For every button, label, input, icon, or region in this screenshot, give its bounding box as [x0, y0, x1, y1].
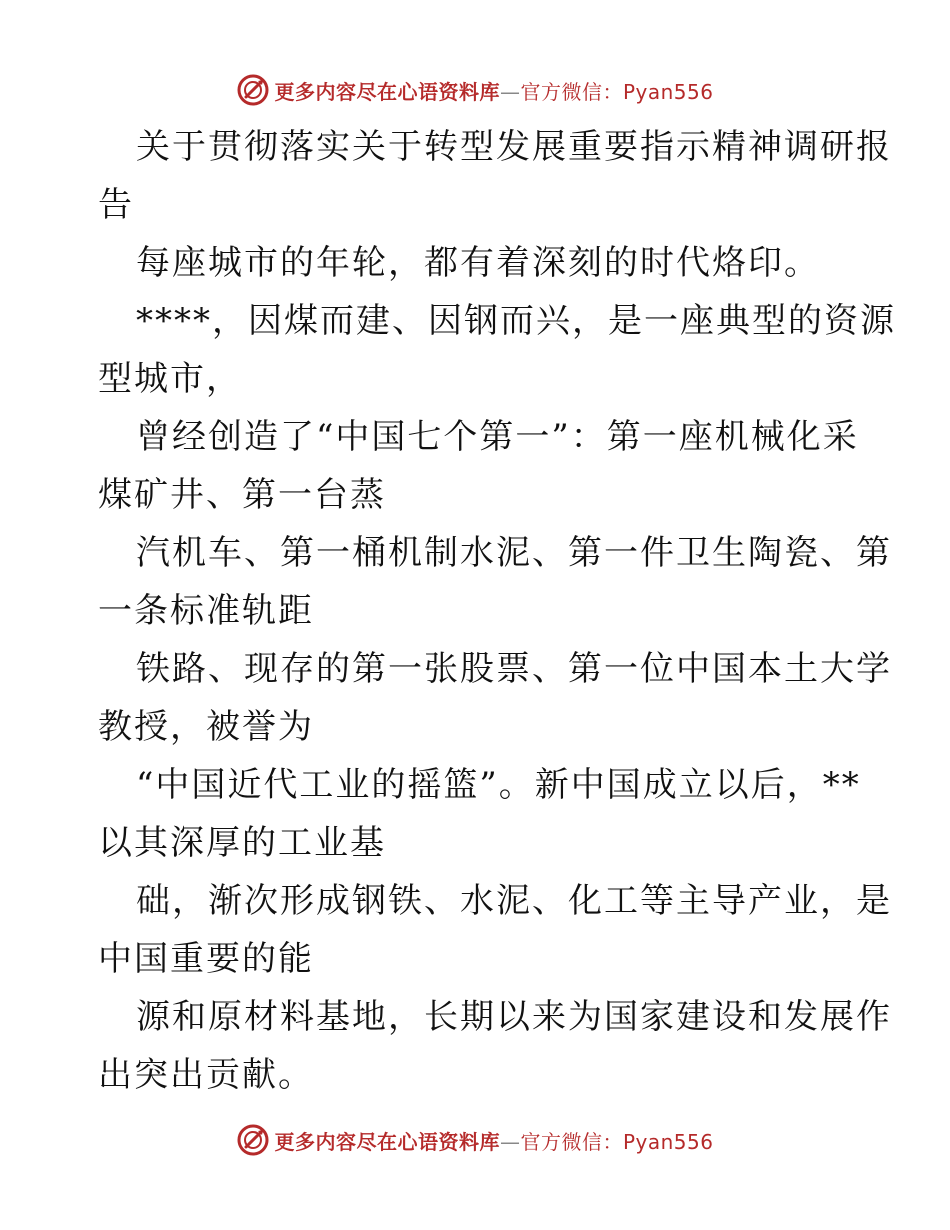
banner-text: [274, 1126, 713, 1155]
text-line: 告: [98, 185, 134, 225]
text-line: 一条标准轨距: [98, 591, 314, 631]
text-line: 煤矿井、第一台蒸: [98, 475, 386, 515]
text-line: 每座城市的年轮，都有着深刻的时代烙印。: [136, 243, 820, 283]
text-line: 铁路、现存的第一张股票、第一位中国本土大学: [136, 649, 892, 689]
text-line: 汽机车、第一桶机制水泥、第一件卫生陶瓷、第: [136, 533, 892, 573]
header-banner: [0, 70, 950, 110]
text-line: 教授，被誉为: [98, 707, 314, 747]
text-line: 关于贯彻落实关于转型发展重要指示精神调研报: [136, 127, 892, 167]
logo-icon: [236, 1123, 270, 1157]
banner-main-text: 更多内容尽在心语资料库: [274, 1129, 500, 1154]
text-line: “中国近代工业的摇篮”。新中国成立以后，**: [136, 765, 861, 805]
banner-separator: —: [499, 79, 521, 104]
text-line: 础，渐次形成钢铁、水泥、化工等主导产业，是: [136, 881, 892, 921]
banner-separator: —: [499, 1129, 521, 1154]
banner-wechat-text: 官方微信：Pyan556: [520, 1129, 714, 1154]
document-body: [98, 118, 896, 1104]
text-line: 出突出贡献。: [98, 1055, 314, 1095]
banner-wechat-text: 官方微信：Pyan556: [520, 79, 714, 104]
text-line: 以其深厚的工业基: [98, 823, 386, 863]
banner-text: [274, 76, 713, 105]
logo-icon: [236, 73, 270, 107]
text-line: 源和原材料基地，长期以来为国家建设和发展作: [136, 997, 892, 1037]
text-line: 中国重要的能: [98, 939, 314, 979]
banner-main-text: 更多内容尽在心语资料库: [274, 79, 500, 104]
footer-banner: [0, 1120, 950, 1160]
text-line: 曾经创造了“中国七个第一”：第一座机械化采: [136, 417, 859, 457]
text-line: ****，因煤而建、因钢而兴，是一座典型的资源: [136, 301, 896, 341]
text-line: 型城市，: [98, 359, 242, 399]
